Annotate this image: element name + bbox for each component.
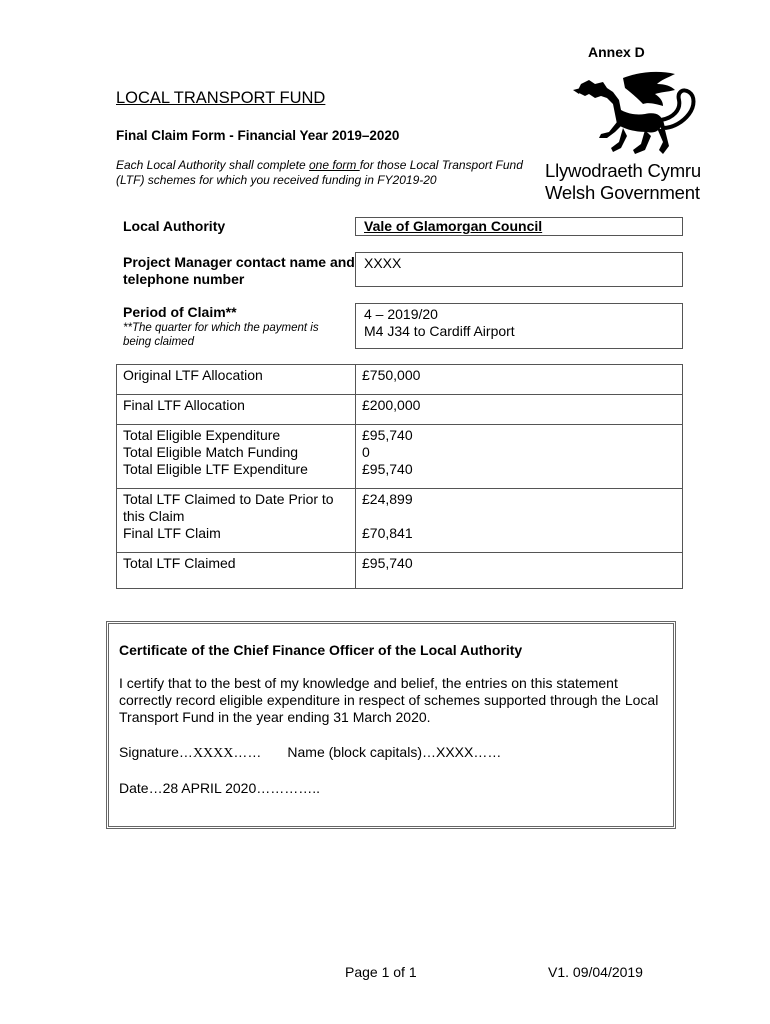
project-manager-label: Project Manager contact name and telephone number — [123, 254, 355, 287]
dragon-emblem-icon — [563, 70, 703, 160]
row-value: £95,740 0 £95,740 — [356, 425, 683, 489]
period-note: **The quarter for which the payment is being claimed — [123, 322, 319, 348]
period-value — [355, 303, 683, 349]
signature-line: Signature…XXXX…… Name (block capitals)…XXXX…… — [119, 744, 502, 761]
annex-label: Annex D — [588, 44, 645, 60]
financial-table — [116, 364, 683, 589]
name-label: Name (block capitals)…XXXX…… — [287, 744, 502, 760]
version-label: V1. 09/04/2019 — [548, 964, 643, 980]
row-label: Total LTF Claimed to Date Prior to this Claim Final LTF Claim — [117, 489, 356, 553]
page-title: LOCAL TRANSPORT FUND — [116, 89, 326, 107]
period-label: Period of Claim** — [123, 304, 237, 320]
table-row — [117, 425, 683, 489]
row-label: Total LTF Claimed — [117, 553, 356, 589]
table-row — [117, 365, 683, 395]
row-label: Total Eligible Expenditure Total Eligible Match Funding Total Eligible LTF Expenditure — [117, 425, 356, 489]
page-number: Page 1 of 1 — [345, 964, 417, 980]
certificate-box — [106, 621, 676, 829]
row-label: Final LTF Allocation — [117, 395, 356, 425]
intro-underlined: one form — [309, 158, 360, 172]
period-scheme: M4 J34 to Cardiff Airport — [364, 323, 515, 339]
row-value: £95,740 — [356, 553, 683, 589]
welsh-government-logo — [545, 70, 705, 204]
row-value: £200,000 — [356, 395, 683, 425]
form-subtitle: Final Claim Form - Financial Year 2019–2020 — [116, 128, 400, 143]
row-value: £24,899 £70,841 — [356, 489, 683, 553]
date-line: Date…28 APRIL 2020………….. — [119, 780, 321, 796]
certificate-heading: Certificate of the Chief Finance Officer of the Local Authority — [119, 642, 523, 658]
signature-label: Signature… — [119, 744, 193, 760]
project-manager-value: XXXX — [355, 252, 683, 287]
logo-english-name: Welsh Government — [545, 182, 700, 203]
table-row — [117, 395, 683, 425]
period-quarter: 4 – 2019/20 — [364, 306, 438, 322]
table-row — [117, 489, 683, 553]
table-row — [117, 553, 683, 589]
local-authority-label: Local Authority — [123, 218, 226, 234]
row-label: Original LTF Allocation — [117, 365, 356, 395]
intro-text: Each Local Authority shall complete one form for those Local Transport Fund (LTF) schemes for which you received funding in FY2019-20 — [116, 158, 523, 187]
local-authority-value: Vale of Glamorgan Council — [355, 217, 683, 236]
signature-value: XXXX — [192, 746, 234, 761]
logo-welsh-name: Llywodraeth Cymru — [545, 160, 701, 181]
certificate-body: I certify that to the best of my knowledge and belief, the entries on this statement correctly record eligible expenditure in respect of schemes supported through the Local Transport Fund in the year ending 31 March 2020. — [119, 675, 659, 725]
row-value: £750,000 — [356, 365, 683, 395]
